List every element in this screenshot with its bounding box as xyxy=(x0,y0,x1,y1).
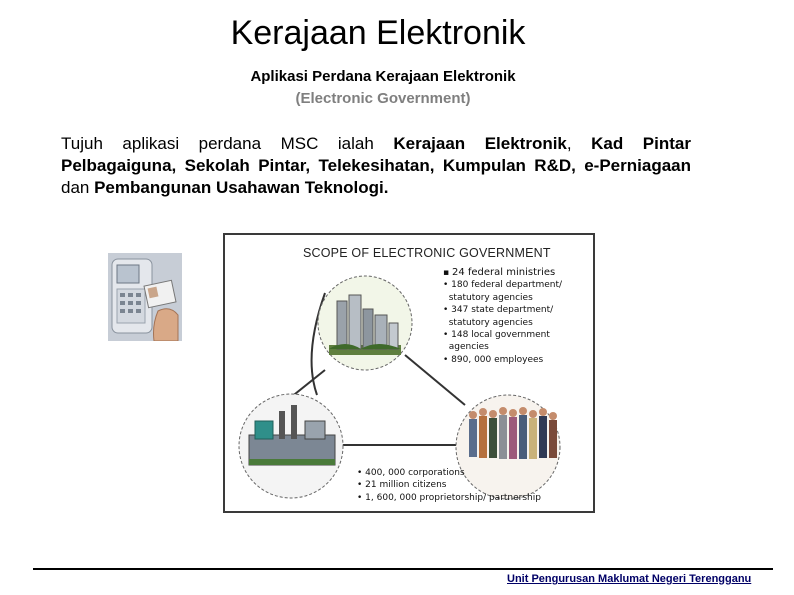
gov-stat-item: • 180 federal department/ statutory agencies xyxy=(443,280,563,303)
citizen-stat-item: • 1, 600, 000 proprietorship/ partnership xyxy=(357,492,541,503)
gov-stat-item: • 148 local government agencies xyxy=(443,330,550,353)
slide-subtitle: Aplikasi Perdana Kerajaan Elektronik xyxy=(250,68,516,85)
paragraph-separator-and: dan xyxy=(61,178,95,197)
citizens-stats-list xyxy=(357,467,541,504)
slide-subtitle-english: (Electronic Government) xyxy=(295,90,471,107)
slide-title: Kerajaan Elektronik xyxy=(230,14,526,52)
paragraph-lead: Tujuh aplikasi perdana MSC ialah xyxy=(61,134,394,153)
paragraph-separator: , xyxy=(566,134,592,153)
citizen-stat-item: • 21 million citizens xyxy=(357,480,447,491)
scope-title: SCOPE OF ELECTRONIC GOVERNMENT xyxy=(303,246,551,260)
gov-stat-item: ▪ 24 federal ministries xyxy=(443,267,556,278)
intro-paragraph xyxy=(61,133,691,199)
footer-divider xyxy=(33,568,773,570)
citizen-stat-item: • 400, 000 corporations xyxy=(357,468,465,478)
footer-text: Unit Pengurusan Maklumat Negeri Terengganu xyxy=(507,573,752,585)
paragraph-item-list: Kad Pintar Pelbagaiguna, Sekolah Pintar, Telekesihatan, Kumpulan R&D, e-Perniagaan xyxy=(61,134,691,175)
people-group-icon xyxy=(469,407,557,459)
paragraph-item-egov: Kerajaan Elektronik xyxy=(393,134,567,153)
government-stats-list xyxy=(443,267,562,366)
scope-figure xyxy=(223,233,595,513)
smart-card-reader-image xyxy=(108,253,182,341)
paragraph-item-entrepreneur: Pembangunan Usahawan Teknologi. xyxy=(94,178,389,197)
gov-stat-item: • 890, 000 employees xyxy=(443,354,544,365)
gov-stat-item: • 347 state department/ statutory agencies xyxy=(443,305,554,328)
